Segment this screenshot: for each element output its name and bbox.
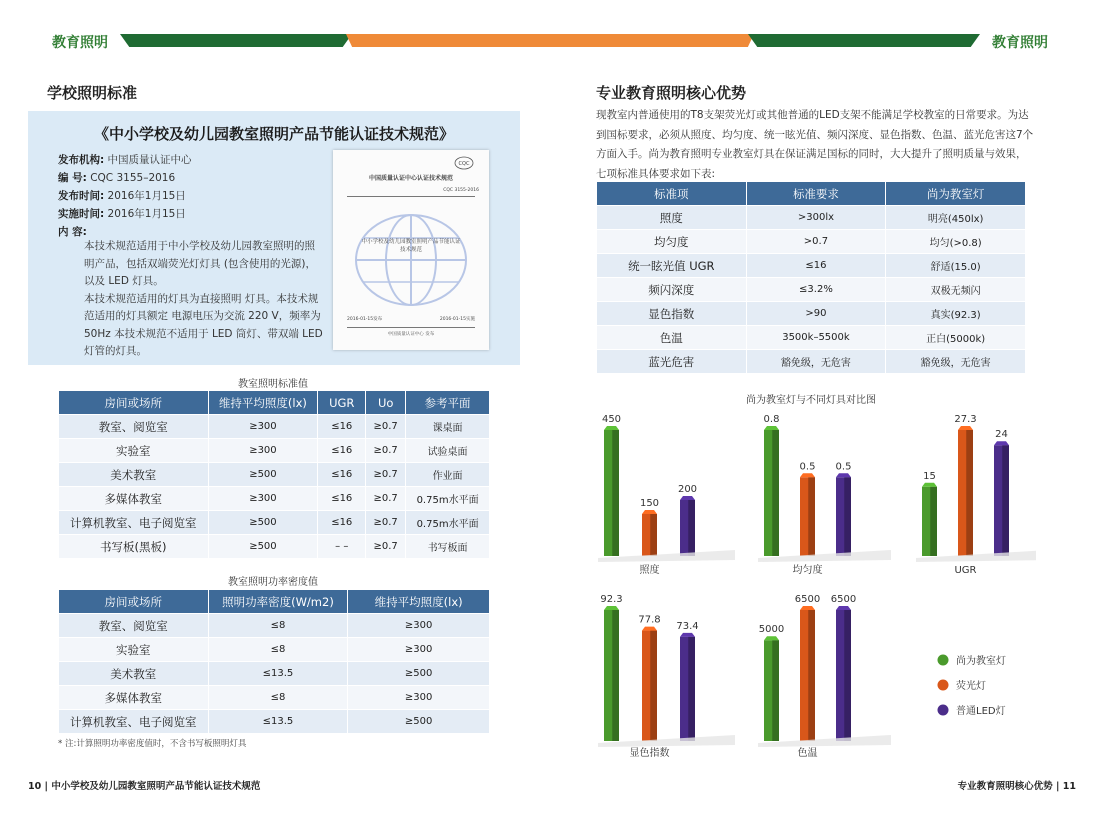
table1-cell: 实验室 [59, 439, 209, 463]
table1-cell: ≥500 [208, 535, 318, 559]
publish-value: 2016年1月15日 [107, 190, 186, 202]
table3-row [597, 326, 1026, 350]
bar-cap [764, 426, 779, 430]
group-label: 色温 [797, 748, 818, 759]
legend-marker [938, 655, 949, 666]
bar-shade [844, 610, 851, 741]
effective-line: 实施时间: 2016年1月15日 [58, 208, 186, 220]
table1-cell: 美术教室 [59, 463, 209, 487]
table1-cell: ≤16 [318, 439, 366, 463]
right-section-title: 专业教育照明核心优势 [596, 84, 747, 102]
table1-cell: ≥0.7 [366, 487, 406, 511]
group-label: 均匀度 [792, 565, 823, 576]
table3-cell: 显色指数 [597, 302, 747, 326]
issuer-line: 发布机构: 中国质量认证中心 [58, 154, 192, 166]
data-label: 0.8 [763, 414, 780, 425]
content-paragraph-2: 本技术规范适用的灯具为直接照明 灯具。本技术规范适用的灯具额定 电源电压为交流 220 V，频率为 50Hz 本技术规范不适用于 LED 筒灯、带双端 LED 灯管的灯具。 [84, 292, 323, 357]
table1-row [59, 439, 490, 463]
bar-shade [688, 500, 695, 556]
page-number-right: 11 [1062, 781, 1076, 792]
bar-cap [922, 483, 937, 487]
power-density-table [58, 589, 490, 734]
table3-row [597, 350, 1026, 374]
bar-shade [772, 640, 779, 741]
bar-shade [772, 430, 779, 556]
table1-cell: 多媒体教室 [59, 487, 209, 511]
footer-left-text: 中小学校及幼儿园教室照明产品节能认证技术规范 [51, 781, 261, 792]
data-label: 450 [601, 414, 622, 425]
bar-cap [642, 510, 657, 514]
publish-line: 发布时间: 2016年1月15日 [58, 190, 186, 202]
table3-cell: >90 [746, 302, 886, 326]
footer-left: 10 | 中小学校及幼儿园教室照明产品节能认证技术规范 [28, 781, 261, 792]
table1-row [59, 415, 490, 439]
table1-cell: ≥500 [208, 511, 318, 535]
table1-cell: ≤16 [318, 463, 366, 487]
doc-footer: 中国质量认证中心 发布 [387, 332, 435, 337]
footer-right-text: 专业教育照明核心优势 [957, 781, 1053, 792]
data-label: 200 [677, 484, 698, 495]
table3-header: 标准项 [597, 182, 747, 206]
table2-cell: ≤8 [208, 638, 348, 662]
data-label: 15 [923, 470, 936, 482]
bar-cap [800, 606, 815, 610]
bar-shade [966, 430, 973, 556]
table1-cell: ≥0.7 [366, 415, 406, 439]
bar-shade [844, 477, 851, 556]
table1-cell: ≥500 [208, 463, 318, 487]
header-label-left: 教育照明 [52, 35, 108, 51]
table1-cell: 教室、阅览室 [59, 415, 209, 439]
standard-cover-image [333, 150, 489, 350]
code-value: CQC 3155–2016 [90, 172, 176, 184]
table3-cell: 豁免级，无危害 [746, 350, 886, 374]
table2-row [59, 710, 490, 734]
doc-rule [347, 196, 475, 197]
table2-cell: ≤13.5 [208, 710, 348, 734]
table2-cell: ≤13.5 [208, 662, 348, 686]
table1-cell: ≥300 [208, 415, 318, 439]
table2-cell: 美术教室 [59, 662, 209, 686]
group-label: 照度 [639, 565, 660, 576]
table3-cell: 舒适(15.0) [886, 254, 1026, 278]
table1-cell: ≥0.7 [366, 439, 406, 463]
bar-shade [808, 477, 815, 556]
table3-cell: 均匀度 [597, 230, 747, 254]
left-section-title: 学校照明标准 [47, 84, 138, 102]
table3-cell: 照度 [597, 206, 747, 230]
data-label: 150 [639, 498, 660, 509]
table2-cell: 教室、阅览室 [59, 614, 209, 638]
table3-cell: 均匀(>0.8) [886, 230, 1026, 254]
table2-cell: ≥300 [348, 638, 490, 662]
table3-cell: >0.7 [746, 230, 886, 254]
bar-cap [604, 606, 619, 610]
bar-cap [642, 627, 657, 631]
group-label: 显色指数 [629, 748, 670, 759]
table1-cell: ≤16 [318, 511, 366, 535]
doc-publish-date: 2016-01-15发布 [347, 317, 383, 322]
table2-cell: 多媒体教室 [59, 686, 209, 710]
core-advantage-table [596, 181, 1026, 374]
bar-cap [958, 426, 973, 430]
table1-row [59, 535, 490, 559]
table3-cell: 正白(5000k) [886, 326, 1026, 350]
table3-cell: 3500k–5500k [746, 326, 886, 350]
doc-center-title: 中小学校及幼儿园教室照明产品节能认证技术规范 [361, 239, 461, 253]
table3-row [597, 206, 1026, 230]
bar-shade [612, 610, 619, 741]
legend-marker [938, 680, 949, 691]
legend-marker [938, 705, 949, 716]
table1-cell: 计算机教室、电子阅览室 [59, 511, 209, 535]
content-paragraph-1: 本技术规范适用于中小学校及幼儿园教室照明的照明产品，包括双端荧光灯灯具 (包含使用的光源)，以及 LED 灯具。 [84, 240, 317, 287]
table3-cell: ≤3.2% [746, 278, 886, 302]
table1-cell: ≥300 [208, 487, 318, 511]
bar-shade [650, 514, 657, 556]
data-label: 0.5 [799, 461, 816, 473]
bar-shade [808, 610, 815, 741]
doc-effective-date: 2016-01-15实施 [439, 317, 475, 322]
table1-cell: ≤16 [318, 415, 366, 439]
table2-row [59, 638, 490, 662]
table1-row [59, 511, 490, 535]
table1-row [59, 463, 490, 487]
table2-cell: 计算机教室、电子阅览室 [59, 710, 209, 734]
table2-caption: 教室照明功率密度值 [228, 577, 318, 588]
legend-label: 荧光灯 [956, 681, 986, 692]
table1-header: 参考平面 [406, 391, 490, 415]
table2-header: 房间或场所 [59, 590, 209, 614]
table2-row [59, 662, 490, 686]
legend-label: 普通LED灯 [956, 706, 1006, 717]
group-label: UGR [954, 565, 977, 576]
header-band-green-right [748, 34, 980, 47]
standard-info-box [28, 111, 520, 365]
header-label-right: 教育照明 [992, 35, 1048, 51]
data-label: 27.3 [954, 414, 977, 425]
globe-watermark-icon [351, 210, 471, 310]
data-label: 73.4 [676, 620, 699, 632]
table1-header: UGR [318, 391, 366, 415]
data-label: 77.8 [638, 614, 661, 626]
legend-label: 尚为教室灯 [956, 656, 1006, 667]
table3-cell: 豁免级，无危害 [886, 350, 1026, 374]
bar-cap [680, 496, 695, 500]
table3-cell: >300lx [746, 206, 886, 230]
bar-shade [688, 637, 695, 741]
bar-shade [650, 631, 657, 741]
doc-org-title: 中国质量认证中心认证技术规范 [368, 175, 453, 182]
table1-header: Uo [366, 391, 406, 415]
table1-cell: 作业面 [406, 463, 490, 487]
code-line: 编 号: CQC 3155–2016 [58, 172, 176, 184]
table3-row [597, 254, 1026, 278]
table3-cell: 真实(92.3) [886, 302, 1026, 326]
table2-header: 维持平均照度(lx) [348, 590, 490, 614]
table2-cell: 实验室 [59, 638, 209, 662]
table3-cell: 明亮(450lx) [886, 206, 1026, 230]
table1-row [59, 487, 490, 511]
bar-cap [800, 473, 815, 477]
data-label: 5000 [758, 624, 785, 636]
table1-cell: 试验桌面 [406, 439, 490, 463]
table3-row [597, 302, 1026, 326]
effective-value: 2016年1月15日 [107, 208, 186, 220]
table2-cell: ≤8 [208, 686, 348, 710]
content-label: 内 容: [58, 226, 87, 238]
table3-cell: 双极无频闪 [886, 278, 1026, 302]
doc-code: CQC 3155-2016 [443, 188, 479, 193]
standard-title: 《中小学校及幼儿园教室照明产品节能认证技术规范》 [93, 125, 454, 143]
table2-cell: ≥500 [348, 710, 490, 734]
header-band-green-left [120, 34, 352, 47]
table3-row [597, 230, 1026, 254]
standard-content [84, 238, 324, 361]
doc-rule-bottom [347, 327, 475, 328]
data-label: 6500 [794, 594, 821, 605]
data-label: 24 [995, 429, 1008, 441]
issuer-value: 中国质量认证中心 [107, 154, 192, 166]
data-label: 92.3 [600, 594, 623, 605]
bar-cap [836, 606, 851, 610]
bar-shade [930, 487, 937, 556]
table3-cell: ≤16 [746, 254, 886, 278]
bar-cap [680, 633, 695, 637]
table1-header: 维持平均照度(lx) [208, 391, 318, 415]
cqc-logo-icon [453, 156, 475, 170]
svg-text:CQC: CQC [458, 161, 470, 167]
bar-cap [604, 426, 619, 430]
chart-title: 尚为教室灯与不同灯具对比图 [746, 395, 876, 406]
table3-cell: 统一眩光值 UGR [597, 254, 747, 278]
header-band-orange [346, 34, 754, 47]
comparison-bar-chart [596, 405, 1036, 765]
table2-row [59, 614, 490, 638]
bar-shade [1002, 445, 1009, 556]
footer-right: 专业教育照明核心优势 | 11 [957, 781, 1076, 792]
table1-caption: 教室照明标准值 [238, 379, 308, 390]
table1-cell: ≥300 [208, 439, 318, 463]
table1-cell: 课桌面 [406, 415, 490, 439]
table1-cell: ≥0.7 [366, 511, 406, 535]
lighting-standard-table [58, 390, 490, 559]
table2-cell: ≤8 [208, 614, 348, 638]
table2-cell: ≥300 [348, 614, 490, 638]
table2-row [59, 686, 490, 710]
table3-header: 标准要求 [746, 182, 886, 206]
table2-note: * 注:计算照明功率密度值时，不含书写板照明灯具 [58, 739, 247, 749]
table1-header: 房间或场所 [59, 391, 209, 415]
table1-cell: 0.75m水平面 [406, 487, 490, 511]
page-number-left: 10 [28, 781, 42, 792]
table1-cell: ≥0.7 [366, 463, 406, 487]
table1-cell: 书写板(黑板) [59, 535, 209, 559]
bar-cap [836, 473, 851, 477]
data-label: 0.5 [835, 461, 852, 473]
table1-cell: 0.75m水平面 [406, 511, 490, 535]
table3-header: 尚为教室灯 [886, 182, 1026, 206]
bar-cap [764, 636, 779, 640]
table1-cell: 书写板面 [406, 535, 490, 559]
table3-cell: 频闪深度 [597, 278, 747, 302]
table1-cell: ≤16 [318, 487, 366, 511]
intro-paragraph: 现教室内普通使用的T8支架荧光灯或其他普通的LED支架不能满足学校教室的日常要求。为达到国标要求，必须从照度、均匀度、统一眩光值、频闪深度、显色指数、色温、蓝光危害这7个方面入手。尚为教育照明专业教室灯具在保证满足国标的同时，大大提升了照明质量与效果，七项标准具体要求如下表: [596, 109, 1034, 180]
bar-shade [612, 430, 619, 556]
bar-cap [994, 441, 1009, 445]
table3-cell: 色温 [597, 326, 747, 350]
table1-cell: – – [318, 535, 366, 559]
table3-cell: 蓝光危害 [597, 350, 747, 374]
table2-cell: ≥500 [348, 662, 490, 686]
table1-cell: ≥0.7 [366, 535, 406, 559]
data-label: 6500 [830, 594, 857, 605]
table2-header: 照明功率密度(W/m2) [208, 590, 348, 614]
table3-row [597, 278, 1026, 302]
table2-cell: ≥300 [348, 686, 490, 710]
